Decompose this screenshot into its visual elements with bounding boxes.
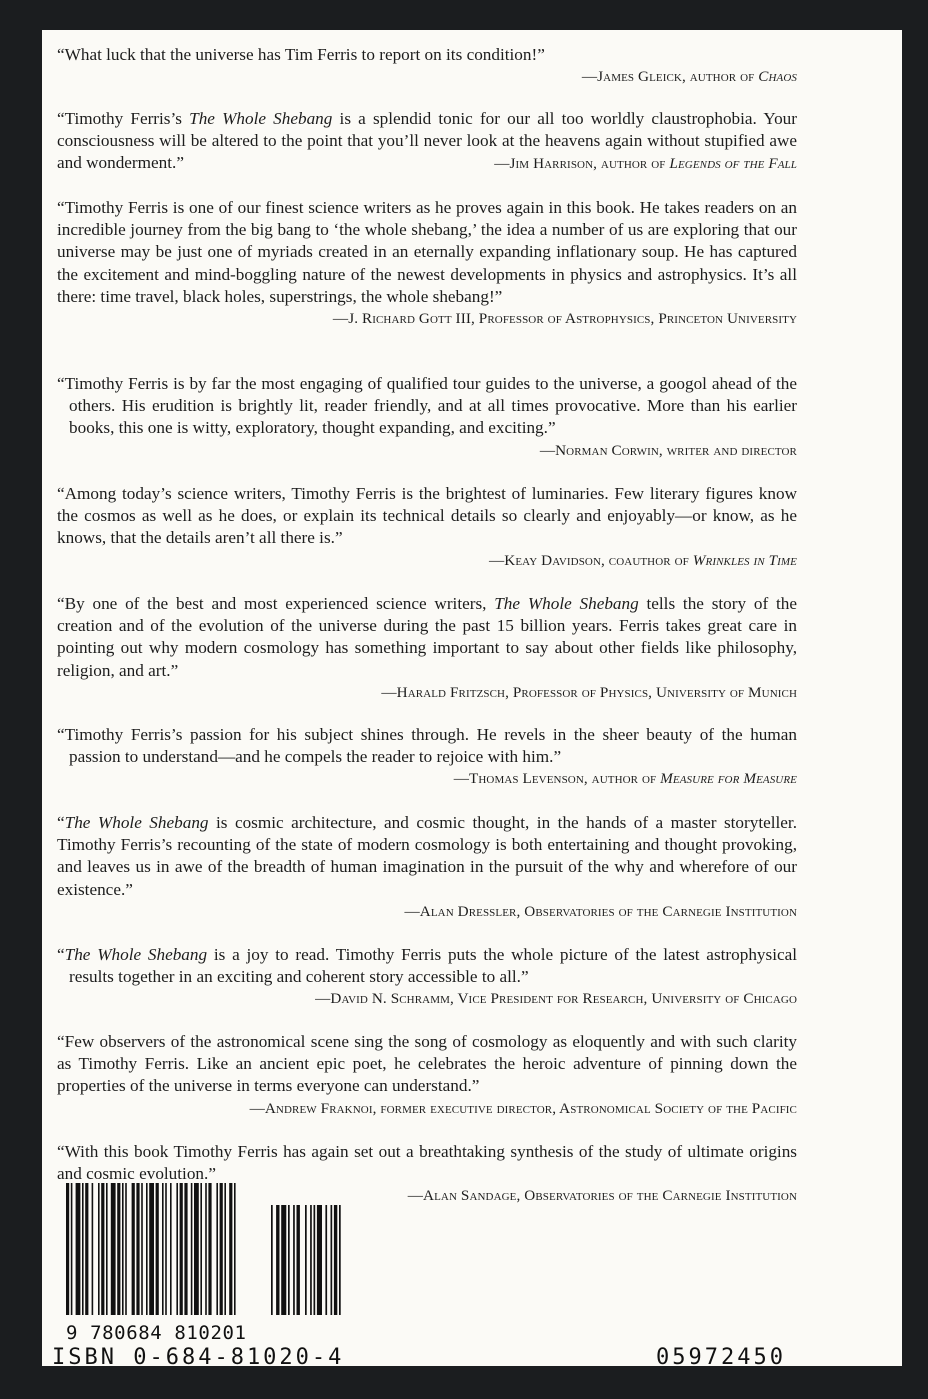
barcode-bar xyxy=(162,1183,164,1315)
barcode-bar xyxy=(224,1183,226,1315)
text-run: —James Gleick, author of xyxy=(581,68,759,86)
text-run: “With this book Timothy Ferris has again set out a breathtaking synthesis of the study of ultimate origins and cosmic evolution.” xyxy=(57,1142,797,1184)
text-run: —Norman Corwin, writer and director xyxy=(539,441,797,459)
barcode-addon-bar xyxy=(281,1205,286,1315)
barcode-bar xyxy=(125,1183,127,1315)
barcode-addon-bar xyxy=(293,1205,295,1315)
blurb xyxy=(57,483,797,572)
barcode-bar xyxy=(194,1183,199,1315)
quote xyxy=(57,1141,797,1185)
text-run: tells the story of the creation and of the evolution of the universe during the past 15 billion years. Ferris takes great care in pointing out why modern cosmology has something important to say about other fields like philosophy, religion, and art.” xyxy=(57,594,797,680)
italic-title-text: The Whole Shebang xyxy=(64,813,209,832)
blurb xyxy=(57,944,797,1011)
barcode-bar xyxy=(106,1183,108,1315)
blurb xyxy=(57,108,797,175)
attribution xyxy=(57,66,797,88)
italic-title-text: Wrinkles in Time xyxy=(692,551,797,569)
barcode-bar xyxy=(229,1183,232,1315)
blurb xyxy=(57,593,797,704)
blurb xyxy=(57,724,797,791)
quote xyxy=(57,1031,797,1098)
text-run: —J. Richard Gott III, Professor of Astrophysics, Princeton University xyxy=(332,310,797,328)
blurb xyxy=(57,812,797,923)
blurb xyxy=(57,197,797,330)
quote xyxy=(57,724,797,768)
text-run: “ xyxy=(57,945,65,964)
text-run: “ xyxy=(57,813,65,832)
barcode-bar xyxy=(101,1183,104,1315)
text-run: is a splendid tonic for our all too worldly claustrophobia. Your consciousness will be altered to the point that you’ll never look at the heavens again without stupified awe and wonderment.” xyxy=(57,109,797,173)
quote xyxy=(57,44,797,66)
barcode-bar xyxy=(82,1183,84,1315)
quote xyxy=(57,944,797,988)
text-run: “What luck that the universe has Tim Ferris to report on its condition!” xyxy=(57,45,545,64)
text-run: “Few observers of the astronomical scene sing the song of cosmology as eloquently and with such clarity as Timothy Ferris. Like an ancient epic poet, he celebrates the heroic adventure of pinning down the properties of the universe in terms everyone can understand.” xyxy=(57,1032,797,1096)
barcode-addon-bar xyxy=(276,1205,279,1315)
barcode-bar xyxy=(136,1183,139,1315)
attribution xyxy=(57,1098,797,1120)
text-run: —Alan Dressler, Observatories of the Carnegie Institution xyxy=(404,902,797,920)
barcode-bar xyxy=(200,1183,202,1315)
barcode-addon-bar xyxy=(339,1205,341,1315)
text-run: is a joy to read. Timothy Ferris puts the whole picture of the latest astrophysical results together in an exciting and coherent story accessible to all.” xyxy=(69,945,797,987)
barcode-bar xyxy=(132,1183,135,1315)
isbn-label: ISBN 0-684-81020-4 xyxy=(52,1345,345,1370)
barcode-bar xyxy=(180,1183,183,1315)
barcode-bar xyxy=(71,1183,73,1315)
text-run: —Alan Sandage, Observatories of the Carnegie Institution xyxy=(407,1187,797,1205)
barcode-bar xyxy=(184,1183,187,1315)
text-run: “Timothy Ferris is one of our finest science writers as he proves again in this book. He takes readers on an incredible journey from the big bang to ‘the whole shebang,’ the idea a number of us are exploring that our universe may be just one of myriads created in an eternally expanding inflationary soup. He has captured the excitement and mind-boggling nature of the newest developments in physics and astrophysics. It’s all there: time travel, black holes, superstrings, the whole shebang!” xyxy=(57,198,797,306)
barcode-addon-bar xyxy=(325,1205,327,1315)
barcode-bar xyxy=(149,1183,154,1315)
barcode-bar xyxy=(76,1183,81,1315)
blurb xyxy=(57,44,797,88)
barcode-bar xyxy=(234,1183,236,1315)
barcode-bar xyxy=(205,1183,207,1315)
text-run: —Jim Harrison, author of xyxy=(494,154,670,172)
barcode-addon-bar xyxy=(317,1205,322,1315)
barcode-number: 9 780684 810201 xyxy=(66,1322,247,1344)
attribution xyxy=(57,901,797,923)
quote xyxy=(57,812,797,901)
barcode-addon-bar xyxy=(305,1205,307,1315)
barcode-bar xyxy=(216,1183,218,1315)
text-run: —Andrew Fraknoi, former executive director, Astronomical Society of the Pacific xyxy=(249,1099,797,1117)
quote xyxy=(57,483,797,550)
italic-title-text: The Whole Shebang xyxy=(189,109,333,128)
text-run: —David N. Schramm, Vice President for Research, University of Chicago xyxy=(315,990,797,1008)
italic-title-text: The Whole Shebang xyxy=(494,594,639,613)
quote xyxy=(57,593,797,682)
text-run: is cosmic architecture, and cosmic thought, in the hands of a master storyteller. Timothy Ferris’s recounting of the state of modern cosmology is both entertaining and thought provoking, and leaves us in awe of the breadth of human imagination in the pursuit of the why and wherefore of our existence.” xyxy=(57,813,797,899)
barcode-addon-bar xyxy=(310,1205,312,1315)
barcode-bar xyxy=(191,1183,193,1315)
blurb xyxy=(57,373,797,462)
barcode-addon-bar xyxy=(297,1205,300,1315)
text-run: “By one of the best and most experienced science writers, xyxy=(57,594,495,613)
attribution xyxy=(57,550,797,572)
text-run: “Timothy Ferris is by far the most engaging of qualified tour guides to the universe, a googol ahead of the others. His erudition is brightly lit, reader friendly, and at all times provocative. More than his earlier books, this one is witty, exploratory, thought expanding, and exciting.” xyxy=(57,374,797,438)
barcode-bar xyxy=(165,1183,167,1315)
isbn-barcode xyxy=(66,1183,356,1315)
blurb xyxy=(57,1031,797,1120)
barcode-addon-bar xyxy=(331,1205,333,1315)
barcode-addon-bar xyxy=(314,1205,316,1315)
attribution xyxy=(57,682,797,704)
text-run: “Timothy Ferris’s xyxy=(57,109,190,128)
quote xyxy=(57,197,797,308)
italic-title-text: Chaos xyxy=(758,68,797,86)
barcode-bar xyxy=(85,1183,88,1315)
text-run: “Among today’s science writers, Timothy Ferris is the brightest of luminaries. Few literary figures know the cosmos as well as he does, or explain its technical details so clearly and enjoyably—or know, as he knows, that the details aren’t all there is.” xyxy=(57,484,797,548)
italic-title-text: The Whole Shebang xyxy=(64,945,208,964)
barcode-addon-bar xyxy=(334,1205,337,1315)
barcode-addon-bar xyxy=(288,1205,290,1315)
quote xyxy=(57,373,797,440)
barcode-bar xyxy=(92,1183,94,1315)
text-run: “Timothy Ferris’s passion for his subject shines through. He revels in the sheer beauty of the human passion to understand—and he compels the reader to rejoice with him.” xyxy=(57,725,797,767)
barcode-bar xyxy=(208,1183,211,1315)
text-run: —Keay Davidson, coauthor of xyxy=(489,551,693,569)
barcode-bar xyxy=(220,1183,223,1315)
attribution xyxy=(57,440,797,462)
barcode-bar xyxy=(98,1183,100,1315)
text-run: —Harald Fritzsch, Professor of Physics, University of Munich xyxy=(381,683,797,701)
barcode-bar xyxy=(156,1183,159,1315)
barcode-bar xyxy=(66,1183,69,1315)
barcode-bar xyxy=(146,1183,148,1315)
barcode-addon-bar xyxy=(271,1205,273,1315)
price-code: 05972450 xyxy=(656,1345,786,1370)
attribution xyxy=(57,308,797,330)
barcode-bar xyxy=(122,1183,124,1315)
attribution xyxy=(57,988,797,1010)
barcode-bar xyxy=(141,1183,143,1315)
barcode-bar xyxy=(111,1183,116,1315)
barcode-bar xyxy=(117,1183,120,1315)
attribution xyxy=(57,768,797,790)
italic-title-text: Legends of the Fall xyxy=(669,154,797,172)
italic-title-text: Measure for Measure xyxy=(660,770,797,788)
barcode-bar xyxy=(176,1183,178,1315)
barcode-bar xyxy=(170,1183,172,1315)
text-run: —Thomas Levenson, author of xyxy=(453,770,661,788)
